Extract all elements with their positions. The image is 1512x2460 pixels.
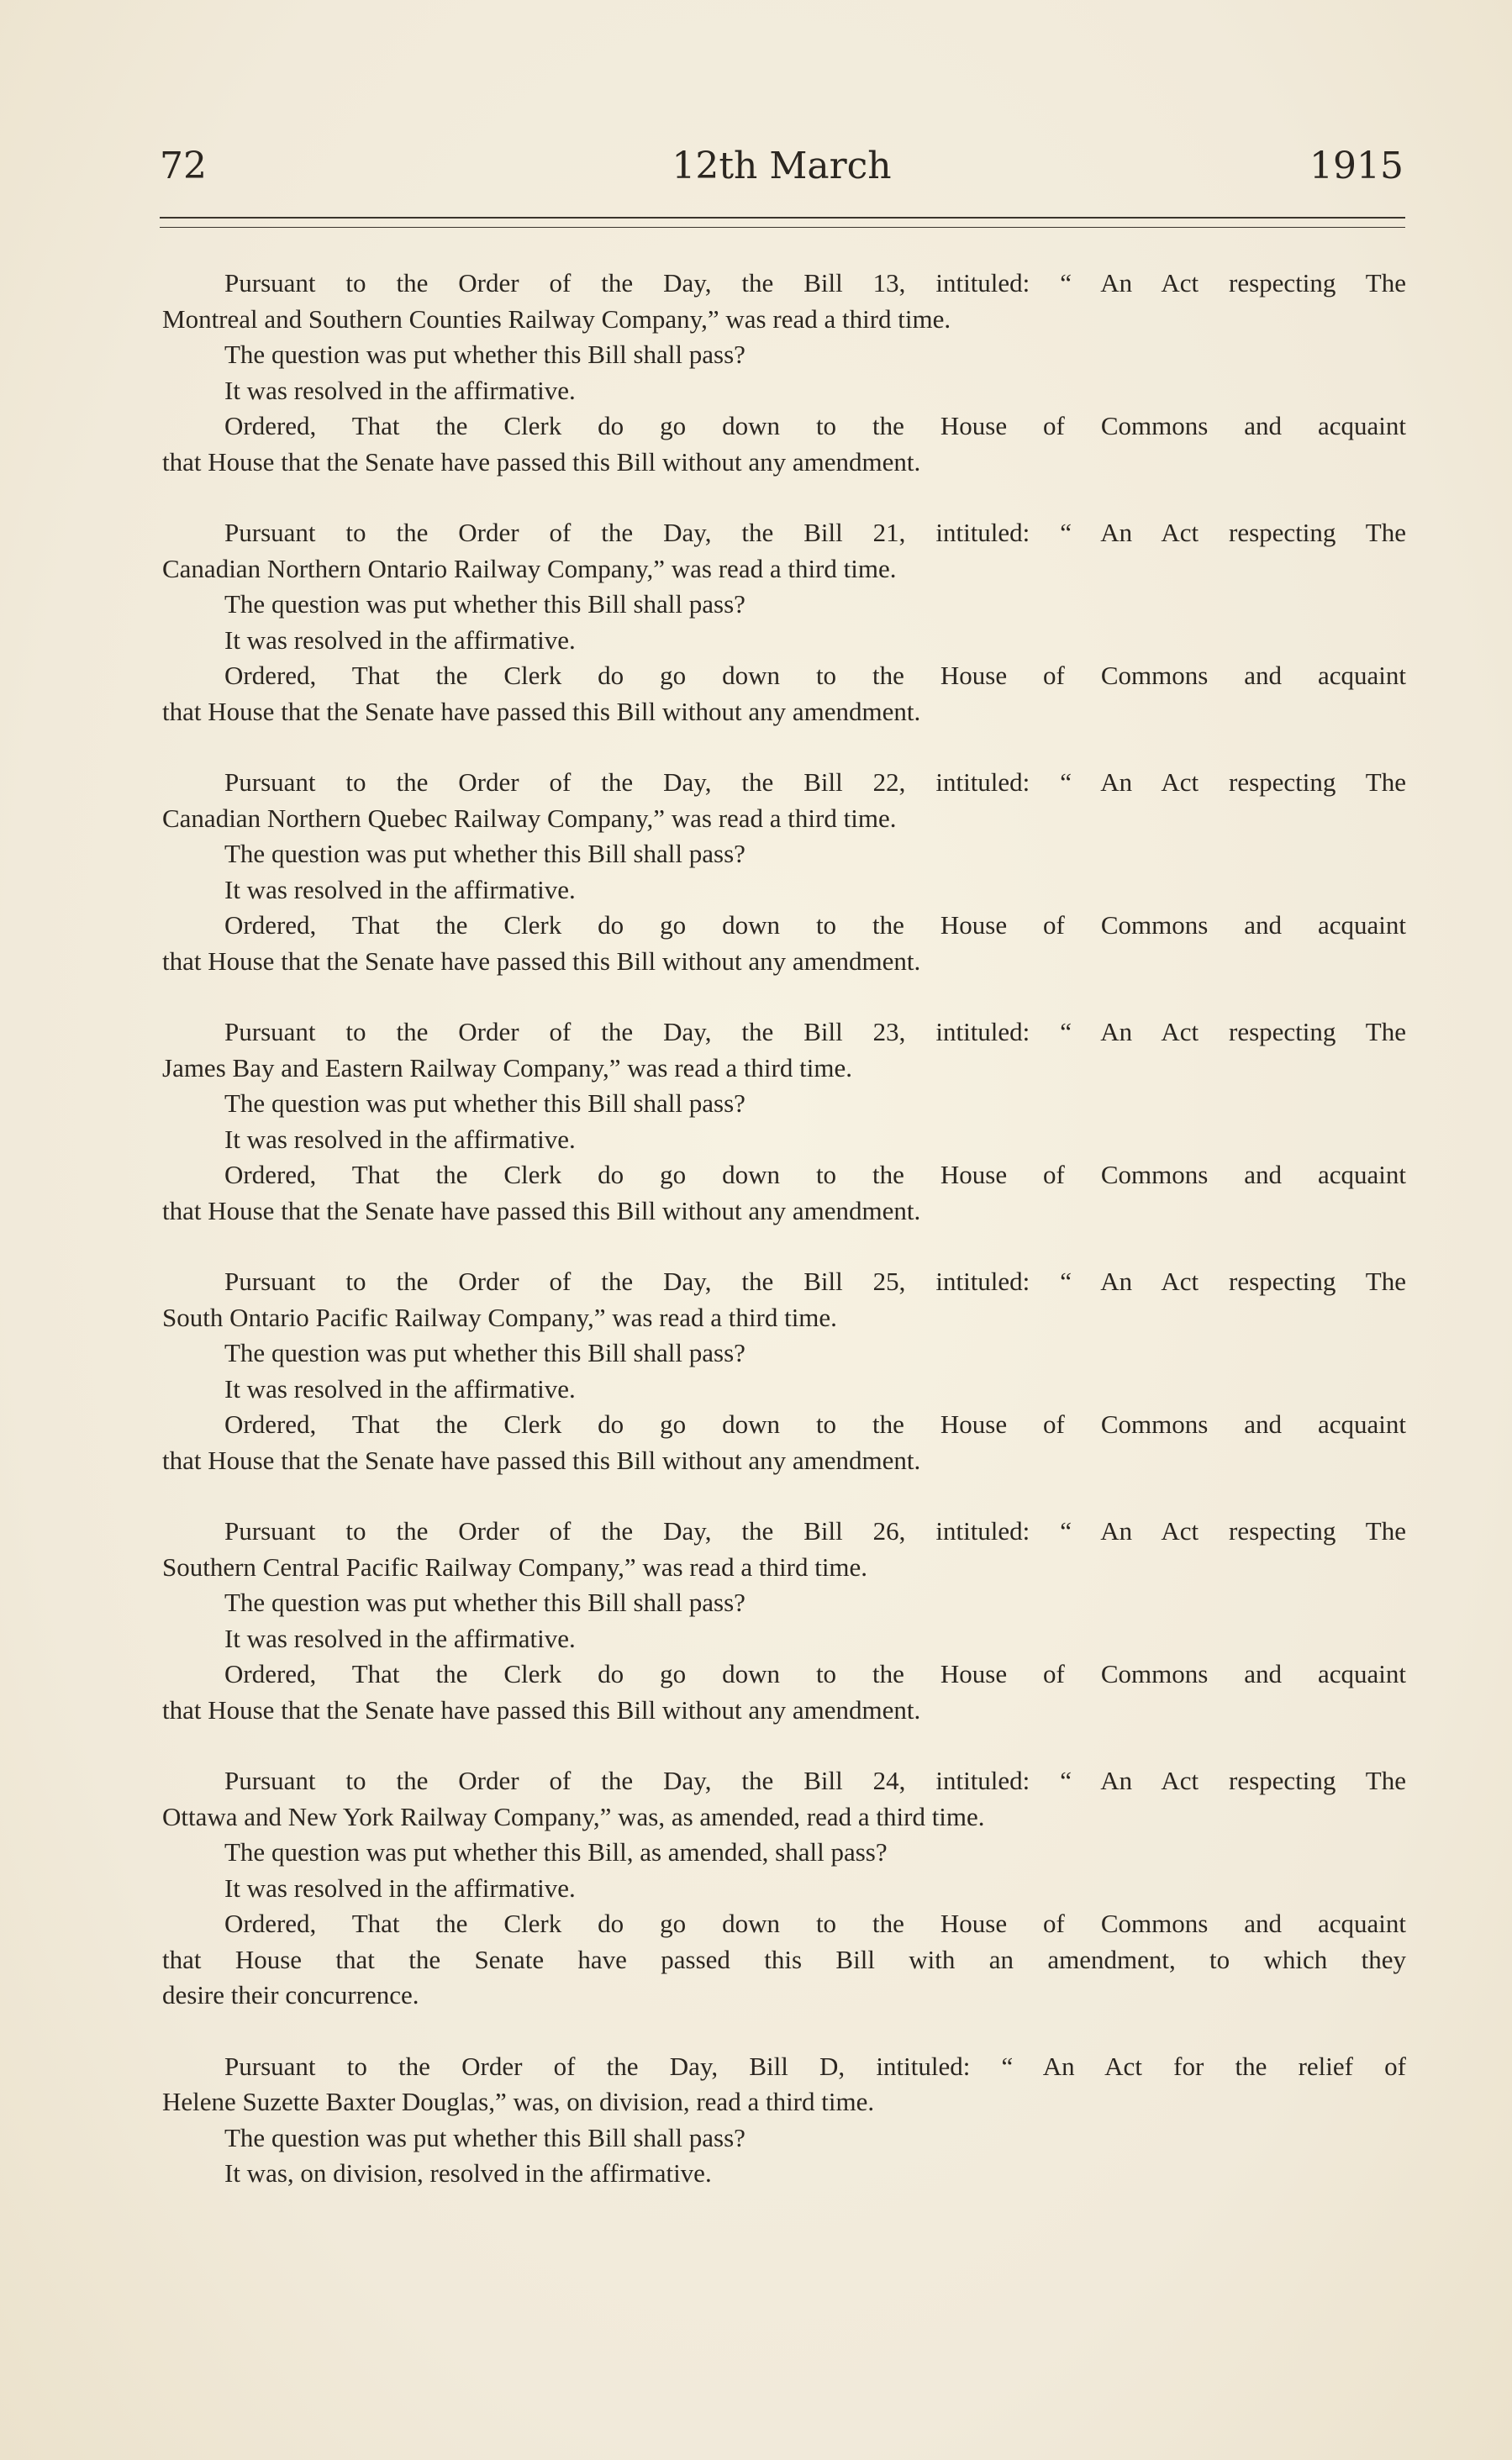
- entry-line: James Bay and Eastern Railway Company,” was read a third time.: [162, 1052, 852, 1083]
- entry-line: that House that the Senate have passed this Bill without any amendment.: [162, 1195, 921, 1225]
- entry-line: It was resolved in the affirmative.: [224, 874, 576, 904]
- entry-bill-25: [162, 1264, 1406, 1478]
- entry-line: Pursuant to the Order of the Day, the Bill 22, intituled: “ An Act respecting The: [224, 767, 1406, 797]
- entry-line: The question was put whether this Bill shall pass?: [224, 1088, 745, 1118]
- entry-line: Pursuant to the Order of the Day, Bill D, intituled: “ An Act for the relief of: [224, 2051, 1406, 2081]
- entry-line: The question was put whether this Bill shall pass?: [224, 839, 745, 868]
- entry-line: that House that the Senate have passed this Bill without any amendment.: [162, 696, 921, 726]
- entry-line: The question was put whether this Bill, as amended, shall pass?: [224, 1837, 888, 1867]
- entry-line: that House that the Senate have passed this Bill without any amendment.: [162, 946, 921, 976]
- entry-line: It was resolved in the affirmative.: [224, 1873, 576, 1903]
- entry-line: The question was put whether this Bill shall pass?: [224, 1338, 745, 1367]
- entry-bill-13: [162, 266, 1406, 480]
- page-header: [160, 141, 1404, 192]
- entry-line: Ordered, That the Clerk do go down to the House of Commons and acquaint: [224, 661, 1406, 690]
- entry-line: that House that the Senate have passed this Bill without any amendment.: [162, 1694, 921, 1725]
- entry-bill-d: [162, 2049, 1406, 2192]
- entry-line: South Ontario Pacific Railway Company,” was read a third time.: [162, 1302, 837, 1332]
- entry-line: Ordered, That the Clerk do go down to the House of Commons and acquaint: [224, 411, 1406, 440]
- journal-entries: [162, 266, 1406, 2227]
- entry-line: Pursuant to the Order of the Day, the Bill 13, intituled: “ An Act respecting The: [224, 268, 1406, 298]
- entry-line: The question was put whether this Bill shall pass?: [224, 589, 745, 619]
- entry-line: that House that the Senate have passed this Bill without any amendment.: [162, 446, 921, 477]
- entry-line: Ordered, That the Clerk do go down to the House of Commons and acquaint: [224, 1160, 1406, 1189]
- entry-line: Helene Suzette Baxter Douglas,” was, on division, read a third time.: [162, 2087, 875, 2116]
- entry-line: desire their concurrence.: [162, 1980, 419, 2010]
- entry-bill-21: [162, 515, 1406, 730]
- entry-line: Ordered, That the Clerk do go down to the House of Commons and acquaint: [224, 1409, 1406, 1439]
- entry-line: Ottawa and New York Railway Company,” was, as amended, read a third time.: [162, 1801, 985, 1831]
- entry-bill-24: [162, 1763, 1406, 2014]
- page-number: 72: [160, 145, 207, 187]
- entry-line: It was resolved in the affirmative.: [224, 1373, 576, 1404]
- entry-line: It was resolved in the affirmative.: [224, 375, 576, 405]
- entry-line: that House that the Senate have passed this Bill with an amendment, to which they: [162, 1944, 1406, 1974]
- header-date: 12th March: [672, 145, 892, 187]
- entry-line: Pursuant to the Order of the Day, the Bill 25, intituled: “ An Act respecting The: [224, 1267, 1406, 1296]
- entry-line: Pursuant to the Order of the Day, the Bill 26, intituled: “ An Act respecting The: [224, 1516, 1406, 1546]
- entry-line: Canadian Northern Quebec Railway Company,” was read a third time.: [162, 803, 897, 833]
- entry-line: Canadian Northern Ontario Railway Company,” was read a third time.: [162, 553, 897, 583]
- entry-line: Montreal and Southern Counties Railway Company,” was read a third time.: [162, 303, 951, 334]
- entry-line: Ordered, That the Clerk do go down to the House of Commons and acquaint: [224, 1909, 1406, 1938]
- entry-line: The question was put whether this Bill shall pass?: [224, 1588, 745, 1617]
- entry-line: that House that the Senate have passed this Bill without any amendment.: [162, 1445, 921, 1475]
- entry-line: It was resolved in the affirmative.: [224, 624, 576, 655]
- entry-line: The question was put whether this Bill shall pass?: [224, 340, 745, 369]
- header-year: 1915: [1309, 145, 1404, 187]
- entry-bill-22: [162, 765, 1406, 979]
- entry-line: It was, on division, resolved in the affirmative.: [224, 2158, 712, 2188]
- entry-line: Ordered, That the Clerk do go down to the House of Commons and acquaint: [224, 1659, 1406, 1688]
- entry-line: Pursuant to the Order of the Day, the Bill 24, intituled: “ An Act respecting The: [224, 1766, 1406, 1795]
- entry-line: Pursuant to the Order of the Day, the Bill 23, intituled: “ An Act respecting The: [224, 1017, 1406, 1046]
- entry-line: Southern Central Pacific Railway Company,” was read a third time.: [162, 1551, 868, 1582]
- entry-bill-23: [162, 1014, 1406, 1229]
- entry-line: Pursuant to the Order of the Day, the Bill 21, intituled: “ An Act respecting The: [224, 518, 1406, 547]
- header-rule-top: [160, 217, 1405, 219]
- entry-line: It was resolved in the affirmative.: [224, 1623, 576, 1653]
- entry-line: The question was put whether this Bill shall pass?: [224, 2122, 745, 2152]
- entry-bill-26: [162, 1514, 1406, 1728]
- entry-line: It was resolved in the affirmative.: [224, 1124, 576, 1154]
- entry-line: Ordered, That the Clerk do go down to the House of Commons and acquaint: [224, 910, 1406, 940]
- header-rule-bottom: [160, 227, 1405, 228]
